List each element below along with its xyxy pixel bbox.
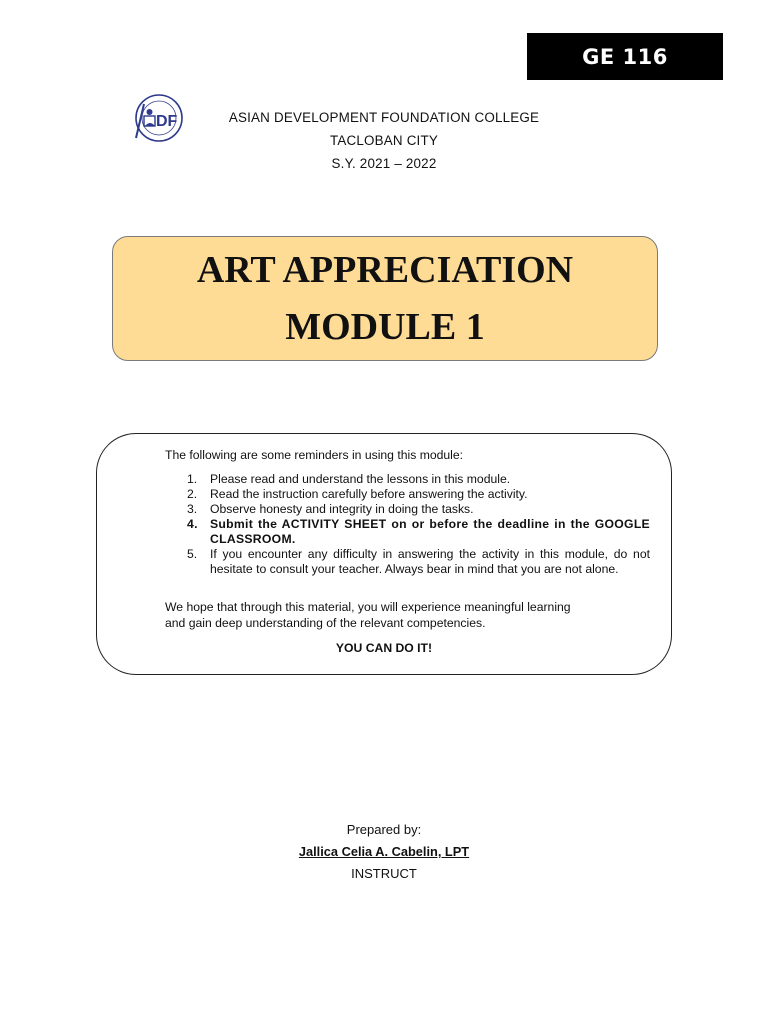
reminders-list <box>165 472 650 577</box>
course-code-badge <box>527 33 723 80</box>
module-title-box <box>112 236 658 361</box>
author-role: INSTRUCT <box>351 866 417 881</box>
institution-name: ASIAN DEVELOPMENT FOUNDATION COLLEGE <box>228 110 540 125</box>
module-title: ART APPRECIATION <box>196 248 574 291</box>
module-number: MODULE 1 <box>285 305 485 348</box>
author-name: Jallica Celia A. Cabelin, LPT <box>298 844 470 859</box>
course-code: GE 116 <box>582 44 668 69</box>
reminder-item: 4. Submit the ACTIVITY SHEET on or before the deadline in the GOOGLE CLASSROOM. <box>187 517 650 546</box>
reminder-item: 3. Observe honesty and integrity in doing the tasks. <box>187 502 474 516</box>
prepared-by-label: Prepared by: <box>346 822 422 837</box>
reminders-box <box>96 433 672 675</box>
reminders-intro: The following are some reminders in using this module: <box>165 448 464 462</box>
reminder-item: 1. Please read and understand the lessons in this module. <box>187 472 511 486</box>
closing-message: We hope that through this material, you will experience meaningful learning and gain deep understanding of the relevant competencies. <box>165 600 571 630</box>
encouragement-text: YOU CAN DO IT! <box>335 641 433 655</box>
reminder-item: 5. If you encounter any difficulty in answering the activity in this module, do not hesitate to consult your teacher. Always bear in mind that you are not alone. <box>187 547 650 576</box>
institution-city: TACLOBAN CITY <box>329 133 438 148</box>
school-year: S.Y. 2021 – 2022 <box>331 156 437 171</box>
svg-text:DF: DF <box>156 113 178 130</box>
reminder-item: 2. Read the instruction carefully before answering the activity. <box>187 487 528 501</box>
adf-college-seal-icon <box>120 92 198 144</box>
institution-header <box>190 106 578 175</box>
